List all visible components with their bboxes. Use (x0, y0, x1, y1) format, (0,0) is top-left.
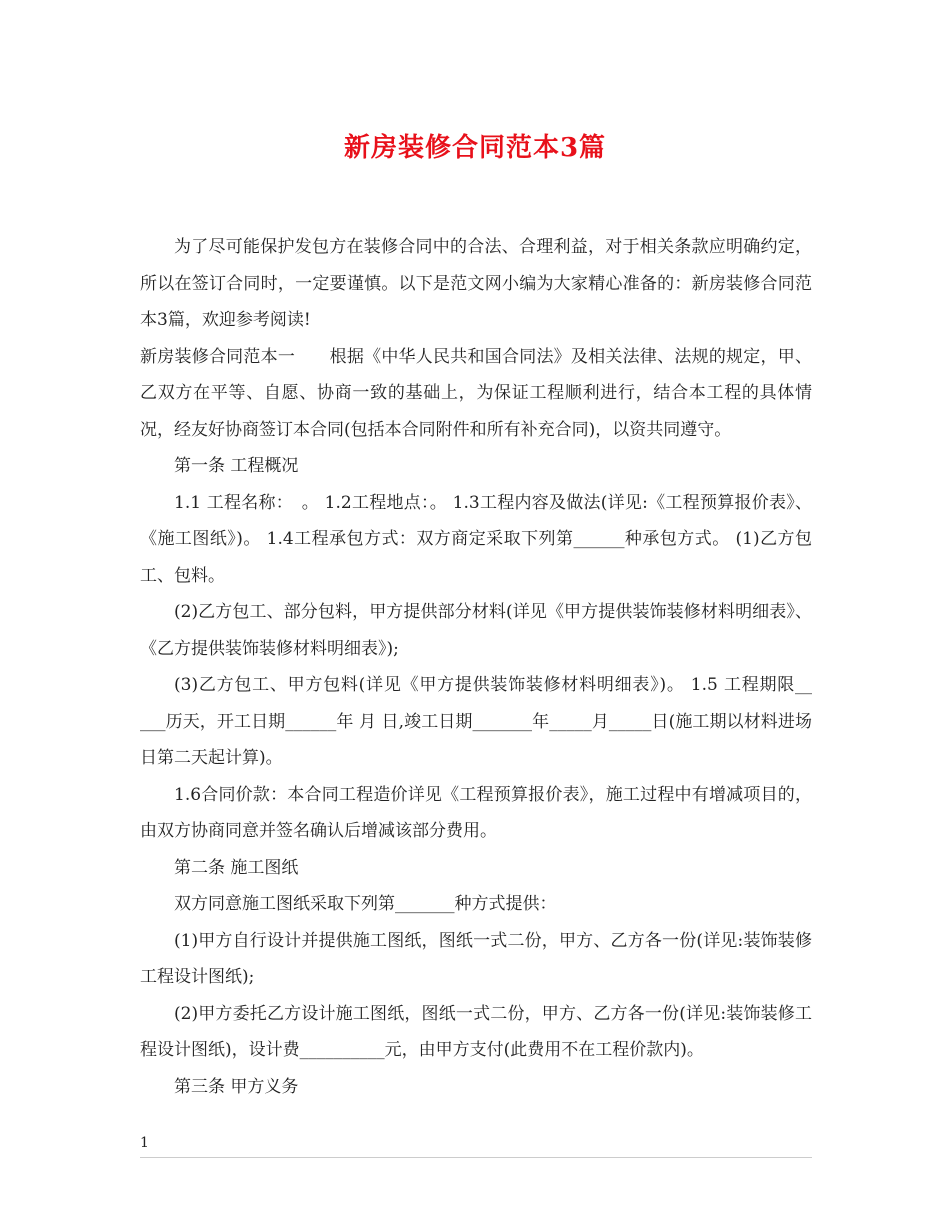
article-1-heading: 第一条 工程概况 (174, 456, 299, 476)
article-2-heading: 第二条 施工图纸 (174, 857, 299, 878)
intro-paragraph: 为了尽可能保护发包方在装修合同中的合法、合理利益，对于相关条款应明确约定，所以在签订合同时，一定要谨慎。以下是范文网小编为大家精心准备的：新房装修合同范本3篇，欢迎参考阅读! (140, 237, 812, 330)
article-1-clause-1: 1.1 工程名称： 。 1.2工程地点：。 1.3工程内容及做法(详见:《工程预算报价表》、《施工图纸》)。 1.4工程承包方式：双方商定采取下列第______种承包方式。 (1)乙方包工、包料。 (140, 492, 812, 586)
article-2-clause-3: (2)甲方委托乙方设计施工图纸，图纸一式二份，甲方、乙方各一份(详见:装饰装修工程设计图纸)，设计费__________元，由甲方支付(此费用不在工程价款内)。 (140, 1003, 812, 1060)
article-1-clause-3: (3)乙方包工、甲方包料(详见《甲方提供装饰装修材料明细表》)。 1.5 工程期限__ ___历天，开工日期______年 月 日,竣工日期_______年_____月_____日(施工期以材料进场日第二天起计算)。 (140, 675, 812, 768)
document-title: 新房装修合同范本3篇 (343, 133, 607, 163)
article-2-clause-2: (1)甲方自行设计并提供施工图纸，图纸一式二份，甲方、乙方各一份(详见:装饰装修工程设计图纸); (140, 930, 812, 987)
contract-preamble-paragraph: 新房装修合同范本一 根据《中华人民共和国合同法》及相关法律、法规的规定，甲、乙双方在平等、自愿、协商一致的基础上，为保证工程顺利进行，结合本工程的具体情况，经友好协商签订本合同(包括本合同附件和所有补充合同)，以资共同遵守。 (140, 346, 812, 440)
article-2-clause-1: 双方同意施工图纸采取下列第_______种方式提供： (174, 894, 557, 914)
article-1-clause-2: (2)乙方包工、部分包料，甲方提供部分材料(详见《甲方提供装饰装修材料明细表》、《乙方提供装饰装修材料明细表》); (140, 602, 812, 659)
document-body (140, 229, 812, 1105)
article-3-heading: 第三条 甲方义务 (174, 1076, 299, 1097)
footer-divider (140, 1157, 812, 1158)
page-number: 1 (140, 1135, 149, 1151)
article-1-clause-4: 1.6合同价款：本合同工程造价详见《工程预算报价表》，施工过程中有增减项目的，由双方协商同意并签名确认后增减该部分费用。 (140, 784, 812, 841)
